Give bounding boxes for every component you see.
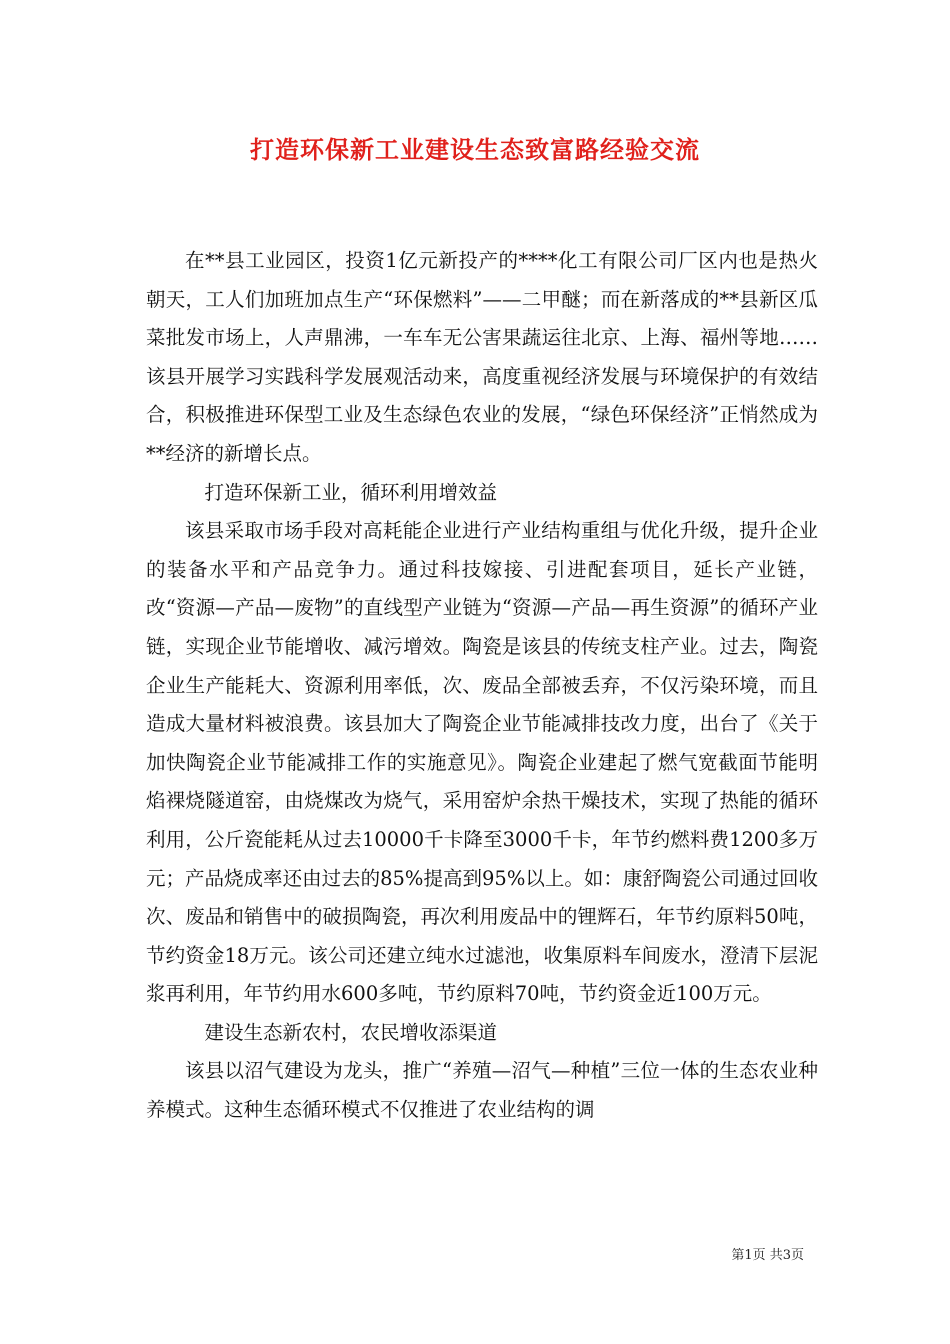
section-heading-countryside: 建设生态新农村，农民增收添渠道 (204, 1020, 498, 1044)
page-number-footer: 第1页 共3页 (731, 1248, 804, 1263)
paragraph-countryside: 该县以沼气建设为龙头，推广“养殖—沼气—种植”三位一体的生态农业种养模式。这种生态循环模式不仅推进了农业结构的调 (146, 1059, 818, 1122)
section-heading-industry: 打造环保新工业，循环利用增效益 (204, 480, 498, 504)
document-body (146, 242, 818, 1130)
document-title: 打造环保新工业建设生态致富路经验交流 (250, 135, 700, 164)
paragraph-industry: 该县采取市场手段对高耗能企业进行产业结构重组与优化升级，提升企业的装备水平和产品竞争力。通过科技嫁接、引进配套项目，延长产业链，改“资源—产品—废物”的直线型产业链为“资源—产品—再生资源”的循环产业链，实现企业节能增收、减污增效。陶瓷是该县的传统支柱产业。过去，陶瓷企业生产能耗大、资源利用率低，次、废品全部被丢弃，不仅污染环境，而且造成大量材料被浪费。该县加大了陶瓷企业节能减排技改力度，出台了《关于加快陶瓷企业节能减排工作的实施意见》。陶瓷企业建起了燃气宽截面节能明焰裸烧隧道窑，由烧煤改为烧气，采用窑炉余热干燥技术，实现了热能的循环利用，公斤瓷能耗从过去10000千卡降至3000千卡，年节约燃料费1200多万元；产品烧成率还由过去的85%提高到95%以上。如：康舒陶瓷公司通过回收次、废品和销售中的破损陶瓷，再次利用废品中的锂辉石，年节约原料50吨，节约资金18万元。该公司还建立纯水过滤池，收集原料车间废水，澄清下层泥浆再利用，年节约用水600多吨，节约原料70吨，节约资金近100万元。 (146, 519, 818, 1006)
paragraph-intro: 在**县工业园区，投资1亿元新投产的****化工有限公司厂区内也是热火朝天，工人们加班加点生产“环保燃料”——二甲醚；而在新落成的**县新区瓜菜批发市场上，人声鼎沸，一车车无公害果蔬运往北京、上海、福州等地……该县开展学习实践科学发展观活动来，高度重视经济发展与环境保护的有效结合，积极推进环保型工业及生态绿色农业的发展，“绿色环保经济”正悄然成为**经济的新增长点。 (146, 249, 818, 465)
